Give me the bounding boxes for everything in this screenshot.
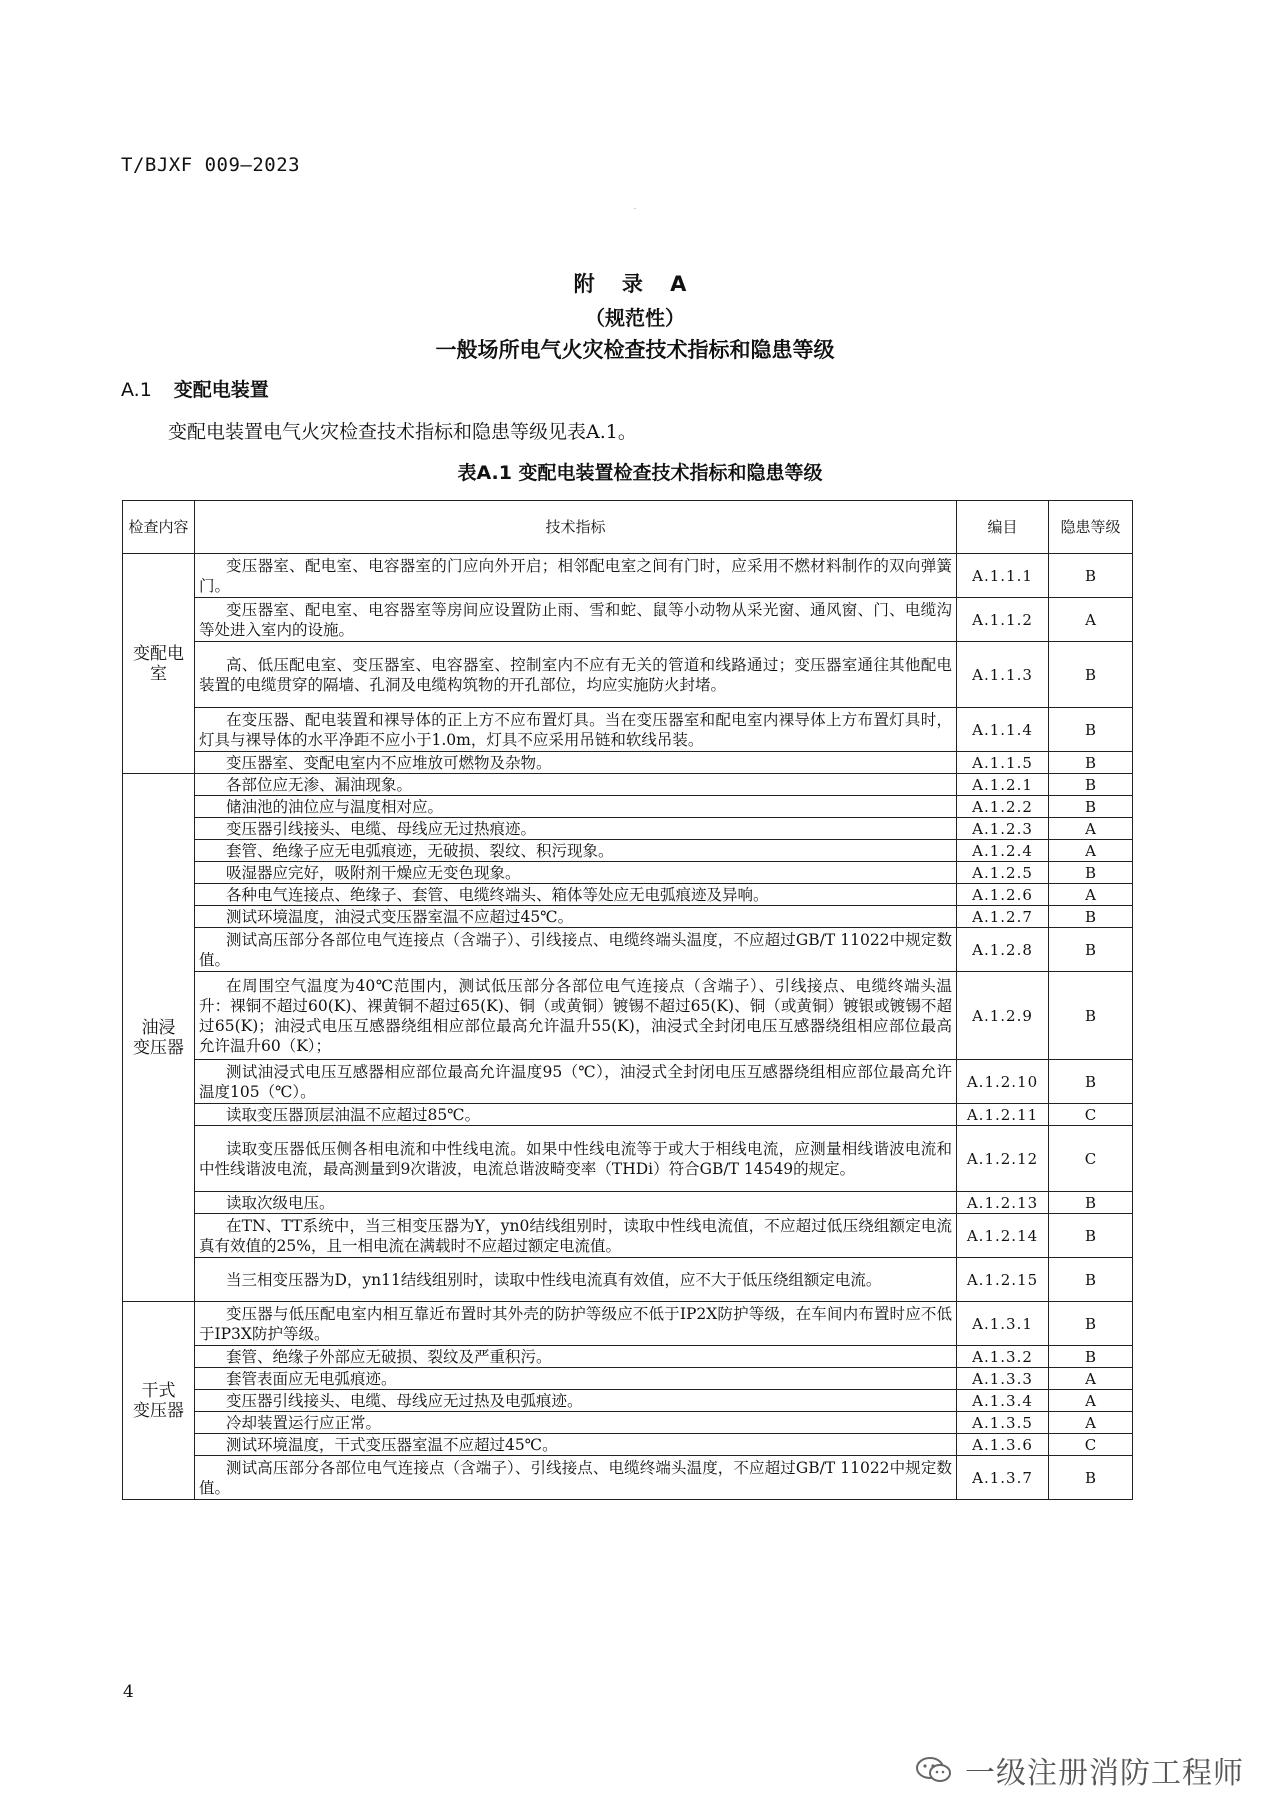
requirement-cell xyxy=(195,972,957,1060)
level-cell: B xyxy=(1049,1346,1133,1368)
code-cell: A.1.2.3 xyxy=(957,818,1049,840)
level-cell: B xyxy=(1049,862,1133,884)
requirement-cell xyxy=(195,598,957,642)
requirement-cell xyxy=(195,1368,957,1390)
code-cell: A.1.3.1 xyxy=(957,1302,1049,1346)
header-level: 隐患等级 xyxy=(1049,501,1133,554)
table-row xyxy=(123,972,1133,1060)
section-heading xyxy=(121,375,269,402)
code-cell: A.1.2.6 xyxy=(957,884,1049,906)
code-cell: A.1.1.2 xyxy=(957,598,1049,642)
table-row xyxy=(123,1214,1133,1258)
code-cell: A.1.1.3 xyxy=(957,642,1049,708)
appendix-type: （规范性） xyxy=(585,306,685,330)
requirement-text: 测试高压部分各部位电气连接点（含端子）、引线接点、电缆终端头温度，不应超过GB/T 11022中规定数值。 xyxy=(199,930,952,969)
code-cell: A.1.3.2 xyxy=(957,1346,1049,1368)
appendix-title: 附 录 A xyxy=(573,272,697,296)
watermark-text: 一级注册消防工程师 xyxy=(965,1756,1244,1791)
requirement-text: 高、低压配电室、变压器室、电容器室、控制室内不应有无关的管道和线路通过；变压器室通往其他配电装置的电缆贯穿的隔墙、孔洞及电缆构筑物的开孔部位，均应实施防火封堵。 xyxy=(199,655,952,694)
requirement-cell xyxy=(195,1456,957,1500)
table-row xyxy=(123,642,1133,708)
level-cell: B xyxy=(1049,1456,1133,1500)
code-cell: A.1.2.11 xyxy=(957,1104,1049,1126)
table-row xyxy=(123,708,1133,752)
table-row xyxy=(123,1302,1133,1346)
section-title: 变配电装置 xyxy=(173,379,269,401)
level-cell: B xyxy=(1049,708,1133,752)
table-row xyxy=(123,1412,1133,1434)
requirement-text: 各种电气连接点、绝缘子、套管、电缆终端头、箱体等处应无电弧痕迹及异响。 xyxy=(226,885,769,904)
table-row xyxy=(123,1104,1133,1126)
level-cell: A xyxy=(1049,1368,1133,1390)
level-cell: B xyxy=(1049,1302,1133,1346)
requirement-text: 变压器与低压配电室内相互靠近布置时其外壳的防护等级应不低于IP2X防护等级，在车间内布置时应不低于IP3X防护等级。 xyxy=(199,1304,952,1343)
code-cell: A.1.1.1 xyxy=(957,554,1049,598)
category-cell: 变配电室 xyxy=(123,554,195,774)
header-inspection: 检查内容 xyxy=(123,501,195,554)
table-row xyxy=(123,1434,1133,1456)
code-cell: A.1.3.3 xyxy=(957,1368,1049,1390)
code-cell: A.1.2.4 xyxy=(957,840,1049,862)
table-row xyxy=(123,1368,1133,1390)
requirement-text: 变压器引线接头、电缆、母线应无过热及电弧痕迹。 xyxy=(226,1391,583,1410)
requirement-text: 读取次级电压。 xyxy=(226,1193,335,1212)
table-row xyxy=(123,884,1133,906)
requirement-cell xyxy=(195,818,957,840)
table-body xyxy=(123,554,1133,1500)
table-row xyxy=(123,818,1133,840)
requirement-cell xyxy=(195,906,957,928)
requirement-text: 读取变压器低压侧各相电流和中性线电流。如果中性线电流等于或大于相线电流，应测量相线谐波电流和中性线谐波电流，最高测量到9次谐波，电流总谐波畸变率（THDi）符合GB/T 14549的规定。 xyxy=(199,1139,952,1178)
requirement-text: 吸湿器应完好，吸附剂干燥应无变色现象。 xyxy=(226,863,521,882)
table-row xyxy=(123,554,1133,598)
code-cell: A.1.2.10 xyxy=(957,1060,1049,1104)
requirement-text: 测试环境温度，干式变压器室温不应超过45℃。 xyxy=(226,1435,558,1454)
table-row xyxy=(123,840,1133,862)
requirement-text: 读取变压器顶层油温不应超过85℃。 xyxy=(226,1105,481,1124)
requirement-cell xyxy=(195,1214,957,1258)
level-cell: A xyxy=(1049,884,1133,906)
level-cell: B xyxy=(1049,796,1133,818)
code-cell: A.1.2.1 xyxy=(957,774,1049,796)
requirement-text: 测试高压部分各部位电气连接点（含端子）、引线接点、电缆终端头温度，不应超过GB/T 11022中规定数值。 xyxy=(199,1458,952,1497)
requirement-cell xyxy=(195,1434,957,1456)
code-cell: A.1.2.14 xyxy=(957,1214,1049,1258)
requirement-text: 变压器引线接头、电缆、母线应无过热痕迹。 xyxy=(226,819,537,838)
requirement-cell xyxy=(195,796,957,818)
level-cell: B xyxy=(1049,1258,1133,1302)
code-cell: A.1.3.7 xyxy=(957,1456,1049,1500)
table-caption: 表A.1 变配电装置检查技术指标和隐患等级 xyxy=(457,462,823,484)
requirement-cell xyxy=(195,1126,957,1192)
category-cell: 干式 变压器 xyxy=(123,1302,195,1500)
level-cell: A xyxy=(1049,1412,1133,1434)
table-row xyxy=(123,598,1133,642)
level-cell: B xyxy=(1049,906,1133,928)
requirement-cell xyxy=(195,862,957,884)
requirement-cell xyxy=(195,1258,957,1302)
code-cell: A.1.2.13 xyxy=(957,1192,1049,1214)
requirement-cell xyxy=(195,1346,957,1368)
wechat-icon xyxy=(915,1756,953,1784)
level-cell: A xyxy=(1049,1390,1133,1412)
level-cell: A xyxy=(1049,598,1133,642)
level-cell: B xyxy=(1049,642,1133,708)
level-cell: B xyxy=(1049,774,1133,796)
code-cell: A.1.2.2 xyxy=(957,796,1049,818)
table-row xyxy=(123,1060,1133,1104)
requirement-text: 当三相变压器为D，yn11结线组别时，读取中性线电流真有效值，应不大于低压绕组额定电流。 xyxy=(226,1270,882,1289)
table-header-row xyxy=(123,501,1133,554)
requirement-text: 在变压器、配电装置和裸导体的正上方不应布置灯具。当在变压器室和配电室内裸导体上方布置灯具时，灯具与裸导体的水平净距不应小于1.0m，灯具不应采用吊链和软线吊装。 xyxy=(199,710,952,749)
requirement-cell xyxy=(195,1302,957,1346)
level-cell: B xyxy=(1049,972,1133,1060)
code-cell: A.1.3.6 xyxy=(957,1434,1049,1456)
level-cell: B xyxy=(1049,1214,1133,1258)
page-number: 4 xyxy=(123,1682,134,1702)
table-row xyxy=(123,906,1133,928)
code-cell: A.1.2.8 xyxy=(957,928,1049,972)
level-cell: B xyxy=(1049,752,1133,774)
requirement-cell xyxy=(195,928,957,972)
table-row xyxy=(123,928,1133,972)
requirement-text: 在TN、TT系统中，当三相变压器为Y，yn0结线组别时，读取中性线电流值，不应超过低压绕组额定电流真有效值的25%，且一相电流在满载时不应超过额定电流值。 xyxy=(199,1216,952,1255)
requirement-cell xyxy=(195,774,957,796)
spec-table xyxy=(122,500,1133,1500)
requirement-text: 变压器室、配电室、电容器室的门应向外开启；相邻配电室之间有门时，应采用不燃材料制作的双向弹簧门。 xyxy=(199,556,952,595)
requirement-text: 测试环境温度，油浸式变压器室温不应超过45℃。 xyxy=(226,907,574,926)
stray-dot: · xyxy=(634,206,636,213)
section-intro: 变配电装置电气火灾检查技术指标和隐患等级见表A.1。 xyxy=(168,421,637,443)
code-cell: A.1.3.4 xyxy=(957,1390,1049,1412)
code-cell: A.1.2.5 xyxy=(957,862,1049,884)
requirement-cell xyxy=(195,1192,957,1214)
header-requirement: 技术指标 xyxy=(195,501,957,554)
table-row xyxy=(123,796,1133,818)
category-cell: 油浸 变压器 xyxy=(123,774,195,1302)
requirement-text: 测试油浸式电压互感器相应部位最高允许温度95（℃），油浸式全封闭电压互感器绕组相应部位最高允许温度105（℃）。 xyxy=(199,1062,952,1101)
table-row xyxy=(123,1258,1133,1302)
requirement-cell xyxy=(195,1060,957,1104)
code-cell: A.1.2.15 xyxy=(957,1258,1049,1302)
requirement-text: 储油池的油位应与温度相对应。 xyxy=(226,797,444,816)
requirement-cell xyxy=(195,752,957,774)
requirement-text: 套管、绝缘子应无电弧痕迹，无破损、裂纹、积污现象。 xyxy=(226,841,614,860)
level-cell: C xyxy=(1049,1126,1133,1192)
table-row xyxy=(123,1126,1133,1192)
level-cell: C xyxy=(1049,1434,1133,1456)
requirement-cell xyxy=(195,840,957,862)
watermark xyxy=(915,1748,1244,1792)
table-row xyxy=(123,774,1133,796)
requirement-cell xyxy=(195,708,957,752)
requirement-cell xyxy=(195,554,957,598)
requirement-cell xyxy=(195,1390,957,1412)
requirement-text: 套管、绝缘子外部应无破损、裂纹及严重积污。 xyxy=(226,1347,552,1366)
table-row xyxy=(123,1346,1133,1368)
table-row xyxy=(123,1192,1133,1214)
code-cell: A.1.1.4 xyxy=(957,708,1049,752)
requirement-cell xyxy=(195,1104,957,1126)
code-cell: A.1.2.7 xyxy=(957,906,1049,928)
level-cell: C xyxy=(1049,1104,1133,1126)
requirement-text: 在周围空气温度为40℃范围内，测试低压部分各部位电气连接点（含端子）、引线接点、电缆终端头温升：裸铜不超过60(K)、裸黄铜不超过65(K)、铜（或黄铜）镀锡不超过65(K)、铜（或黄铜）镀银或镀锡不超过65(K)；油浸式电压互感器绕组相应部位最高允许温升55(K)，油浸式全封闭电压互感器绕组相应部位最高允许温升60（K）； xyxy=(199,976,952,1055)
requirement-cell xyxy=(195,884,957,906)
header-code: 编目 xyxy=(957,501,1049,554)
code-cell: A.1.2.12 xyxy=(957,1126,1049,1192)
level-cell: B xyxy=(1049,1060,1133,1104)
level-cell: B xyxy=(1049,554,1133,598)
code-cell: A.1.1.5 xyxy=(957,752,1049,774)
table-row xyxy=(123,1456,1133,1500)
appendix-subtitle: 一般场所电气火灾检查技术指标和隐患等级 xyxy=(435,338,835,362)
table-row xyxy=(123,752,1133,774)
level-cell: B xyxy=(1049,1192,1133,1214)
requirement-text: 套管表面应无电弧痕迹。 xyxy=(226,1369,397,1388)
table-row xyxy=(123,1390,1133,1412)
section-number: A.1 xyxy=(121,379,152,401)
requirement-text: 冷却装置运行应正常。 xyxy=(226,1413,382,1432)
requirement-cell xyxy=(195,642,957,708)
level-cell: A xyxy=(1049,840,1133,862)
requirement-text: 变压器室、配电室、电容器室等房间应设置防止雨、雪和蛇、鼠等小动物从采光窗、通风窗、门、电缆沟等处进入室内的设施。 xyxy=(199,600,952,639)
code-cell: A.1.2.9 xyxy=(957,972,1049,1060)
table-row xyxy=(123,862,1133,884)
document-code: T/BJXF 009—2023 xyxy=(121,154,301,176)
requirement-cell xyxy=(195,1412,957,1434)
level-cell: B xyxy=(1049,928,1133,972)
requirement-text: 变压器室、变配电室内不应堆放可燃物及杂物。 xyxy=(226,753,552,772)
level-cell: A xyxy=(1049,818,1133,840)
code-cell: A.1.3.5 xyxy=(957,1412,1049,1434)
requirement-text: 各部位应无渗、漏油现象。 xyxy=(226,775,413,794)
